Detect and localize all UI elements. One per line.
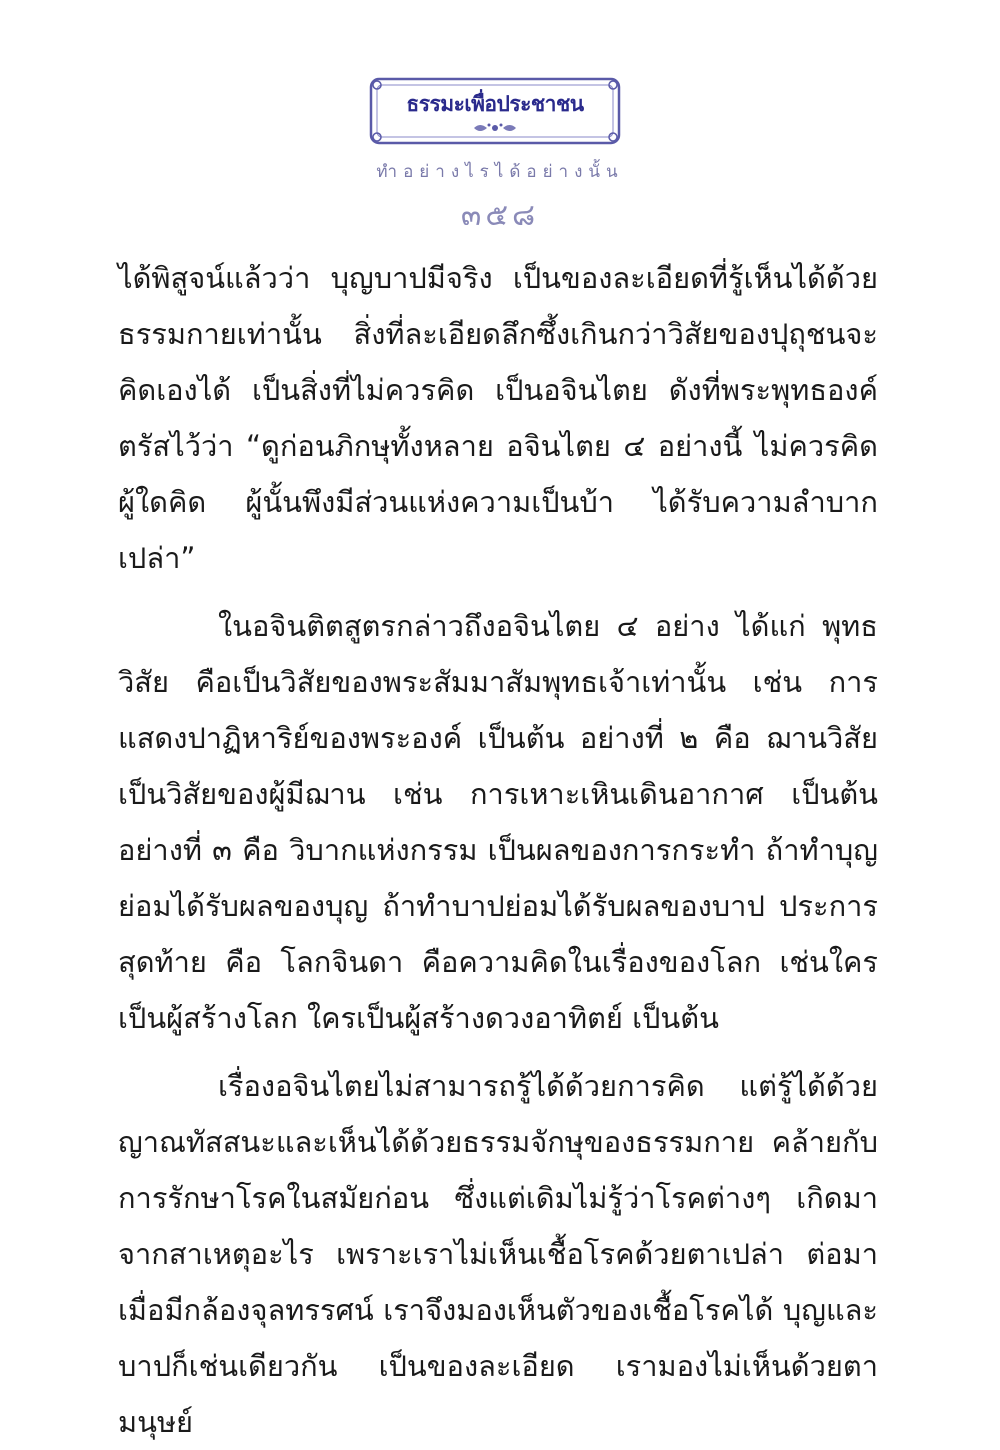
page-number: ๓๕๘ xyxy=(460,198,540,233)
logo-text: ธรรมะเพื่อประชาชน xyxy=(406,92,584,116)
chapter-subtitle: ทำอย่างไรได้อย่างนั้น xyxy=(376,162,624,182)
ornament-icon xyxy=(470,121,520,135)
paragraph: เรื่องอจินไตยไม่สามารถรู้ได้ด้วยการคิด แต่รู้ได้ด้วยญาณทัสสนะและเห็นได้ด้วยธรรมจักษุของธรรมกาย คล้ายกับการรักษาโรคในสมัยก่อน ซึ่งแต่เดิมไม่รู้ว่าโรคต่างๆ เกิดมาจากสาเหตุอะไร เพราะเราไม่เห็นเชื้อโรคด้วยตาเปล่า ต่อมาเมื่อมีกล้องจุลทรรศน์ เราจึงมองเห็นตัวของเชื้อโรคได้ บุญและบาปก็เช่นเดียวกัน เป็นของละเอียด เรามองไม่เห็นด้วยตามนุษย์ xyxy=(118,1069,878,1439)
body-text xyxy=(118,250,878,1450)
paragraph: ในอจินติตสูตรกล่าวถึงอจินไตย ๔ อย่าง ได้แก่ พุทธวิสัย คือเป็นวิสัยของพระสัมมาสัมพุทธเจ้าเท่านั้น เช่น การแสดงปาฏิหาริย์ของพระองค์ เป็นต้น อย่างที่ ๒ คือ ฌานวิสัย เป็นวิสัยของผู้มีฌาน เช่น การเหาะเหินเดินอากาศ เป็นต้น อย่างที่ ๓ คือ วิบากแห่งกรรม เป็นผลของการกระทำ ถ้าทำบุญย่อมได้รับผลของบุญ ถ้าทำบาปย่อมได้รับผลของบาป ประการสุดท้าย คือ โลกจินดา คือความคิดในเรื่องของโลก เช่นใครเป็นผู้สร้างโลก ใครเป็นผู้สร้างดวงอาทิตย์ เป็นต้น xyxy=(118,609,878,1035)
paragraph: ได้พิสูจน์แล้วว่า บุญบาปมีจริง เป็นของละเอียดที่รู้เห็นได้ด้วยธรรมกายเท่านั้น สิ่งที่ละเอียดลึกซึ้งเกินกว่าวิสัยของปุถุชนจะคิดเองได้ เป็นสิ่งที่ไม่ควรคิด เป็นอจินไตย ดังที่พระพุทธองค์ตรัสไว้ว่า “ดูก่อนภิกษุทั้งหลาย อจินไตย ๔ อย่างนี้ ไม่ควรคิด ผู้ใดคิด ผู้นั้นพึงมีส่วนแห่งความเป็นบ้า ได้รับความลำบากเปล่า” xyxy=(118,261,878,575)
